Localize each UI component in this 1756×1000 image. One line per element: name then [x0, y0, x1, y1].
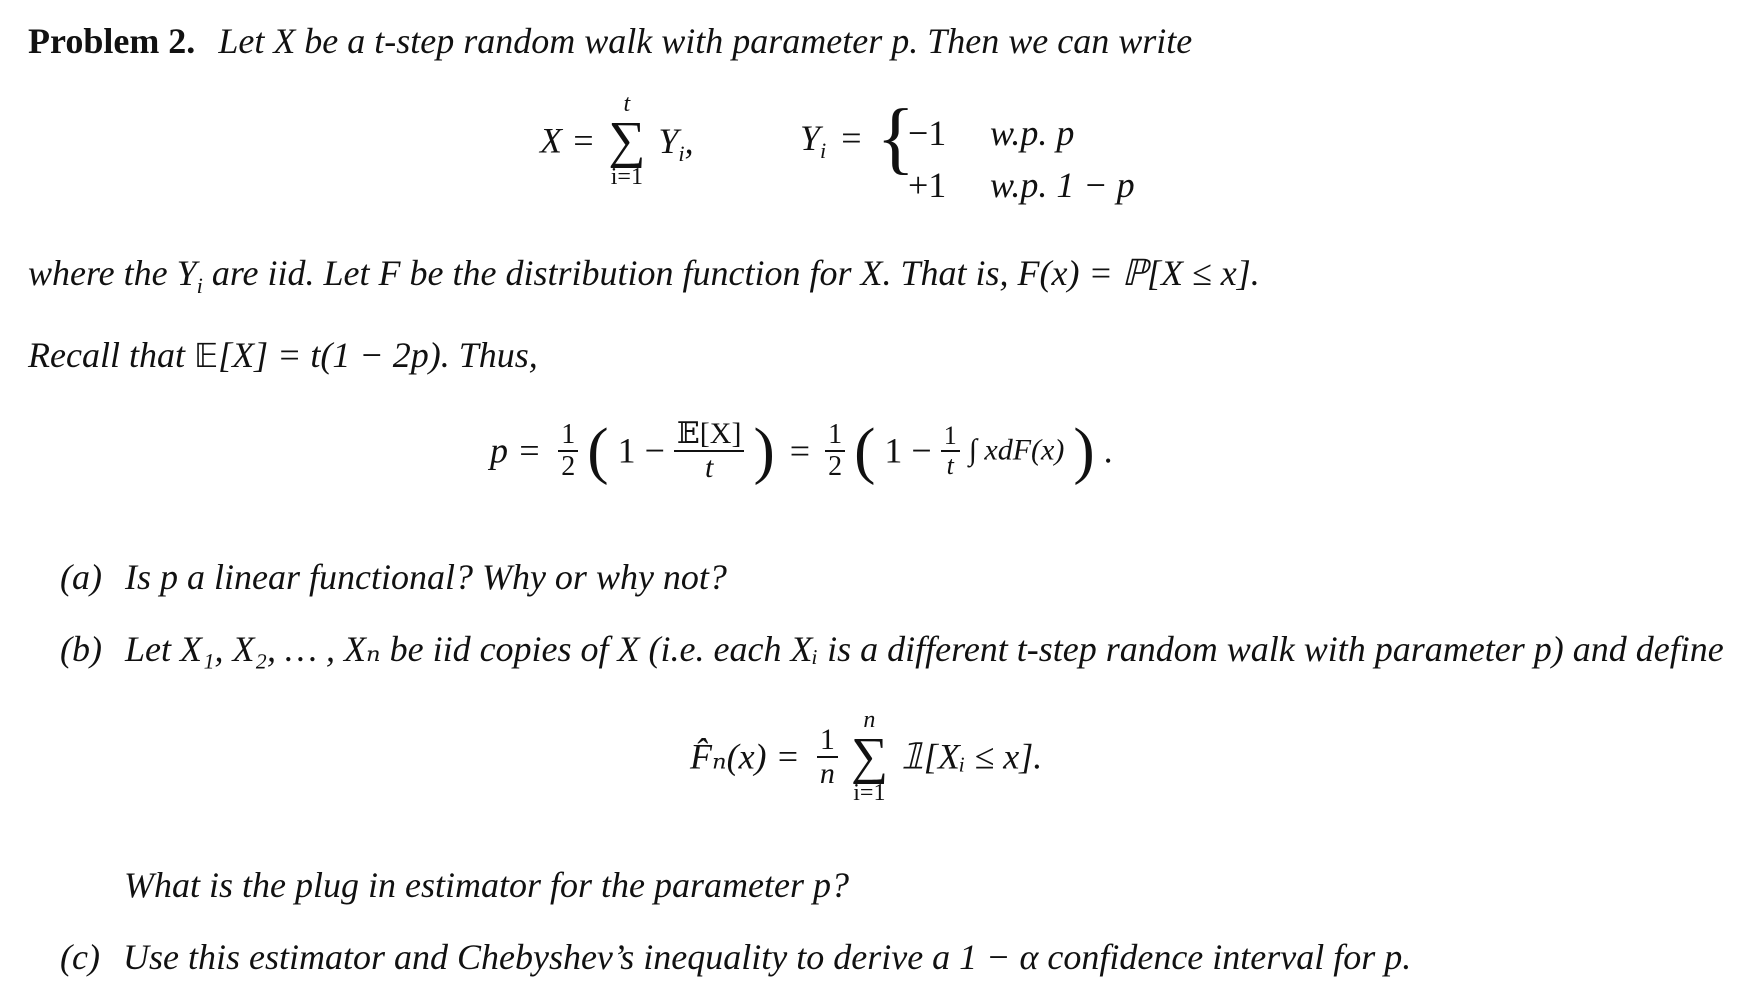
eq3-fraction: [817, 724, 838, 789]
eq3-lhs: F̂ₙ(x) =: [690, 736, 800, 777]
eq2-integral: ∫ xdF(x): [968, 433, 1065, 467]
eq1-sum-term-sub: i: [678, 140, 685, 166]
part-c: [60, 936, 1411, 978]
eq2-inv-t-num: 1: [941, 422, 960, 451]
iid-text-start: where the Y: [28, 253, 197, 293]
eq1-equals: =: [841, 118, 862, 158]
eq2-inv-t-den: t: [946, 450, 954, 480]
eq1-yi: Y: [800, 118, 821, 158]
eq2-equals: =: [789, 430, 811, 471]
part-a-text: Is p a linear functional? Why or why not?: [124, 557, 727, 597]
part-c-text: Use this estimator and Chebyshev’s inequality to derive a 1 − α confidence interval for p.: [122, 937, 1412, 977]
eq2-half2-num: 1: [825, 420, 845, 451]
eq3-sum-upper: n: [863, 707, 876, 733]
eq2-left-paren: (: [587, 414, 609, 486]
eq2-half-den: 2: [561, 450, 576, 482]
eq2-period: .: [1103, 430, 1113, 471]
iid-text-sub: i: [196, 273, 203, 299]
eq2-one-minus: 1 −: [617, 430, 665, 471]
eq1-sum-upper: t: [623, 91, 631, 117]
eq2-right-paren: ): [753, 414, 775, 486]
equation-empirical-cdf: [690, 708, 1042, 828]
problem-header: [28, 20, 1192, 62]
eq2-ex-den: t: [705, 450, 714, 484]
eq1-comma: ,: [684, 120, 694, 161]
eq3-term: 𝟙[Xᵢ ≤ x].: [900, 736, 1043, 777]
eq2-right-paren-2: ): [1073, 414, 1095, 486]
recall-post: [X] = t(1 − 2p). Thus,: [218, 335, 538, 375]
part-a: [60, 556, 727, 598]
eq2-p-eq: p =: [490, 430, 542, 471]
eq1-case2-value: +1: [908, 165, 947, 205]
recall-pre: Recall that: [28, 335, 194, 375]
eq2-inv-t-fraction: [941, 422, 960, 479]
eq2-half-fraction: [558, 420, 578, 481]
eq2-half2-fraction: [825, 420, 845, 481]
part-b-text: Let X₁, X₂, … , Xₙ be iid copies of X (i.e. each Xᵢ is a different t-step random walk with parameter p) and define: [124, 629, 1724, 669]
eq2-expectation-fraction: [674, 418, 745, 483]
problem-label: Problem 2.: [28, 21, 196, 61]
equation-random-walk-sum: [540, 92, 694, 212]
part-b-question: What is the plug in estimator for the parameter p?: [124, 865, 849, 905]
part-b-label: (b): [60, 629, 102, 669]
eq3-sum-lower: i=1: [853, 780, 886, 807]
eq1-sum-lower: i=1: [610, 164, 643, 191]
part-c-label: (c): [60, 937, 100, 977]
eq1-brace: {: [876, 94, 915, 182]
eq3-frac-den: n: [819, 756, 835, 790]
eq1-sum-term: Y: [658, 120, 679, 161]
eq2-half2-den: 2: [828, 450, 843, 482]
part-b: [60, 628, 1724, 670]
recall-expectation-symbol: 𝔼: [193, 336, 219, 375]
eq1-sum-symbol: t ∑ i=1: [608, 91, 646, 191]
eq2-half-num: 1: [558, 420, 578, 451]
eq2-ex-num: 𝔼[X]: [674, 418, 745, 452]
equation-step-definition: [800, 94, 915, 218]
eq1-yi-sub: i: [820, 138, 827, 164]
eq3-frac-num: 1: [817, 724, 838, 758]
iid-text-rest: are iid. Let F be the distribution function for X. That is, F(x) = ℙ[X ≤ x].: [202, 253, 1260, 293]
eq2-one-minus-2: 1 −: [884, 430, 932, 471]
part-a-label: (a): [60, 557, 102, 597]
eq1-case2-condition: w.p. 1 − p: [990, 165, 1135, 205]
problem-intro: Let X be a t-step random walk with parameter p. Then we can write: [218, 21, 1193, 61]
iid-statement: [28, 252, 1260, 299]
eq1-lhs: X =: [540, 120, 596, 161]
eq2-left-paren-2: (: [854, 414, 876, 486]
recall-statement: [28, 334, 538, 376]
eq1-case1-condition: w.p. p: [990, 113, 1075, 153]
eq1-case1-value: −1: [908, 113, 947, 153]
eq3-sum-symbol: n ∑ i=1: [850, 707, 888, 807]
equation-p-functional: [490, 414, 1113, 518]
